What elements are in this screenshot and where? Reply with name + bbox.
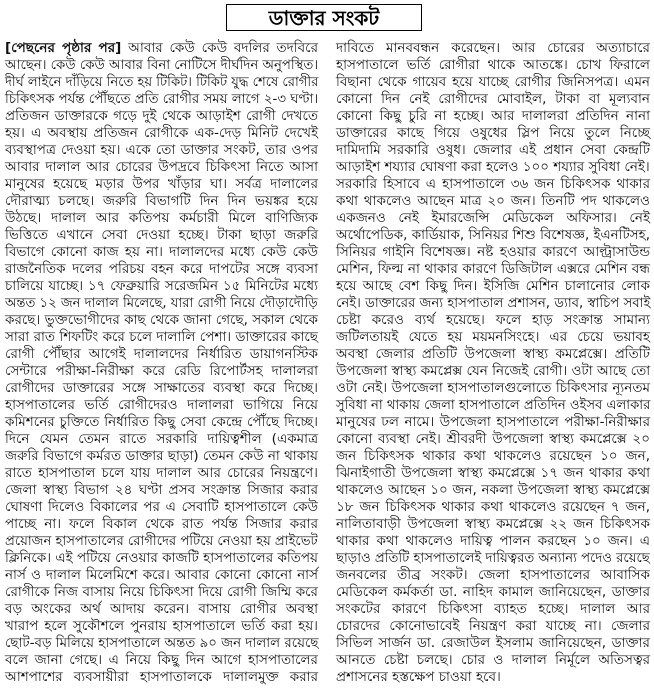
article-text-line: সিনিয়র গাইনি বিশেষজ্ঞ। নষ্ট হওয়ার কারণে আল্ট্রাসাউন্ড <box>336 244 650 260</box>
article-text-line: রোগীদের ডাক্তারের সঙ্গে সাক্ষাতের ব্যবস্থা করে দিচ্ছে। <box>5 380 318 396</box>
article-text-line: ভিত্তিতে এখানে সেবা দেওয়া হচ্ছে। টাকা ছাড়া জরুরি <box>5 227 318 243</box>
article-text-line: ওটা নেই। উপজেলা হাসপাতালগুলোতে চিকিৎসার ন্যূনতম <box>336 380 650 396</box>
article-text-line: কথা থাকলেও আছেন মাত্র ২০ জন। তিনটি পদ থাকলেও <box>336 193 650 209</box>
article-text-line: কমিশনের চুক্তিতে নির্ধারিত কিছু সেবা কেন্দ্রে পৌঁছে দিচ্ছে। <box>5 414 318 430</box>
article-text-line: বিছানা থেকে গায়েব হয়ে যাচ্ছে রোগীর জিনিসপত্র। এমন <box>336 74 650 90</box>
article-text-line: আবার দালাল আর চোরের উপদ্রবে চিকিৎসা নিতে আসা <box>5 159 318 175</box>
article-text-line: অবস্থা জেলার প্রতিটি উপজেলা স্বাস্থ্য কমপ্লেক্সে। প্রতিটি <box>336 346 650 362</box>
article-text-line: নেই। ডাক্তারের জন্য হাসপাতাল প্রশাসন, ড্যাব, স্বাচিপ সবাই <box>336 295 651 311</box>
article-text-line: বড় অংকের অর্থ আদায় করেন। বাসায় রোগীর অবস্থা <box>5 601 318 617</box>
article-text-line: অর্থোপেডিক, কার্ডিয়াক, সিনিয়র শিশু বিশেষজ্ঞ, ইএনটিসহ, <box>336 227 650 243</box>
article-text-line: থাকলেও আছেন ১০ জন, নকলা উপজেলা স্বাস্থ্য কমপ্লেক্সে <box>336 482 650 498</box>
article-text-line: চালিয়ে যাচ্ছে। ১৭ ফেব্রুয়ারি সরেজমিন ১৫ মিনিটের মধ্যে <box>5 278 318 294</box>
article-text-line: ডাক্তারের কাছে গিয়ে ওষুধের স্লিপ নিয়ে তুলে নিচ্ছে <box>336 125 650 141</box>
article-text-line: দামিদামি সরকারি ওষুধ। জেলার এই প্রধান সেবা কেন্দ্রটি <box>336 142 650 158</box>
article-text-line: কোনো ব্যবস্থা নেই। শ্রীবরদী উপজেলা স্বাস্থ্য কমপ্লেক্সে ২০ <box>336 431 650 447</box>
article-text-line: মেডিকেল কর্মকর্তা ডা. নাহিদ কামাল জানিয়েছেন, ডাক্তার <box>336 584 650 600</box>
article-text-line: সিভিল সার্জন ডা. রেজাউল ইসলাম জানিয়েছেন, ডাক্তার <box>336 635 650 651</box>
headline: ডাক্তার সংকট <box>268 5 380 30</box>
continued-from-label: [পেছনের পৃষ্ঠার পর] <box>5 40 122 56</box>
article-text-line: রাতে হাসপাতাল চলে যায় দালাল আর চোরের নিয়ন্ত্রণে। <box>5 465 318 481</box>
article-text-line: ১৮ জন চিকিৎসক থাকার কথা থাকলেও রয়েছেন ৭ জন, <box>336 499 650 515</box>
article-text-line: ঘোষণা দিলেও বিকালের পর এ সেবাটি হাসপাতালে কেউ <box>5 499 318 515</box>
right-column <box>336 40 650 686</box>
article-text-line: হয়। এ অবস্থায় প্রতিজন রোগীকে এক-দেড় মিনিট দেখেই <box>5 125 318 141</box>
article-text-line: ঝিনাইগাতী উপজেলা স্বাস্থ্য কমপ্লেক্সে ১৭ জন থাকার কথা <box>336 465 650 481</box>
article-text-line: দৌরাত্ম্য চলছে। জরুরি বিভাগটি দিন দিন ভয়ঙ্কর হয়ে <box>5 193 318 209</box>
article-text-line: পাচ্ছে না। ফলে বিকাল থেকে রাত পর্যন্ত সিজার করার <box>5 516 318 532</box>
article-text-line: আশপাশের ব্যবসায়ীরা হাসপাতালকে দালালমুক্ত করার <box>5 669 318 685</box>
article-text-line: ক্লিনিকে। এই পটিয়ে নেওয়ার কাজটি হাসপাতালের কতিপয় <box>5 550 318 566</box>
article-text-line: ছাড়াও প্রতিটি হাসপাতালেই দায়িত্বরত অন্যান্য পদেও রয়েছে <box>336 550 650 566</box>
article-text-line: হয়ে আছে বেশ কিছু দিন। ইসিজি মেশিন চালানোর লোক <box>336 278 650 294</box>
article-text-line: রোগীকে নিজ বাসায় নিয়ে চিকিৎসা দিয়ে রোগী জিম্মি করে <box>5 584 318 600</box>
article-text-line: সরকারি হিসাবে এ হাসপাতালে ৩৬ জন চিকিৎসক থাকার <box>336 176 650 192</box>
article-text-line: রোগী পৌঁছার আগেই দালালদের নির্ধারিত ডায়াগনস্টিক <box>5 346 318 362</box>
article-text-line: দাবিতে মানববন্ধন করেছেন। আর চোরের অত্যাচারে <box>336 40 650 56</box>
article-text-line: সংকটের কারণে চিকিৎসা ব্যাহত হচ্ছে। দালাল আর <box>336 601 650 617</box>
article-text-line: জেলা স্বাস্থ্য বিভাগ ২৪ ঘণ্টা প্রসব সংক্রান্ত সিজার করার <box>5 482 318 498</box>
article-text-line: মানুষের হয়েছে মড়ার উপর খাঁড়ার ঘা। সর্বত্র দালালের <box>5 176 318 192</box>
article-text-line: সেন্টারে পরীক্ষা-নিরীক্ষা করে রেডি রিপোর্টসহ দালালরা <box>5 363 318 379</box>
article-text-line: ছোট-বড় মিলিয়ে হাসপাতালে অন্তত ৯০ জন দালাল রয়েছে <box>5 635 319 651</box>
article-text-line: থাকার কথা থাকলেও দায়িত্ব পালন করছেন ১০ জন। এ <box>336 533 650 549</box>
article-text-line: করছে। ভুক্তভোগীদের কাছ থেকে জানা গেছে, সকাল থেকে <box>5 312 318 328</box>
article-text-line: প্রতিজন ডাক্তারকে গড়ে দুই থেকে আড়াইশ রোগী দেখতে <box>5 108 318 124</box>
left-column <box>5 40 318 686</box>
article-text-line: সারা রাত শিফটিং করে চলে দালালি পেশা। ডাক্তারের কাছে <box>5 329 318 345</box>
article-text-line: মানুষের ঢল নামে। উপজেলা হাসপাতালে পরীক্ষা-নিরীক্ষার <box>336 414 650 430</box>
article-text-line: চোরদের কোনোভাবেই নিয়ন্ত্রণ করা যাচ্ছে না। জেলার <box>336 618 650 634</box>
article-text-line: একজনও নেই ইমারজেন্সি মেডিকেল অফিসার। নেই <box>336 210 650 226</box>
article-text-line: খারাপ হলে সুকৌশলে পুনরায় হাসপাতালে ভর্তি করা হয়। <box>5 618 318 634</box>
article-text-line: জনবলের তীব্র সংকট। জেলা হাসপাতালের আবাসিক <box>336 567 650 583</box>
article-text-line: উপজেলা স্বাস্থ্য কমপ্লেক্স যেন নিজেই রোগী। ওটা আছে তো <box>336 363 651 379</box>
article-text-line: চেষ্টা করেও ব্যর্থ হয়েছে। ফলে হাড় সংক্রান্ত সামান্য <box>336 312 650 328</box>
article-text-line: প্রয়োজন হাসপাতালের রোগীদের পটিয়ে নেওয়া হয় প্রাইভেট <box>5 533 318 549</box>
article-text-line: কোনো কিছু চুরি না হচ্ছে। আর দালালরা প্রতিদিন নানা <box>336 108 650 124</box>
article-text-line: অন্তত ১২ জন দালাল মিলেছে, যারা রোগী নিয়ে দৌড়াদৌড়ি <box>5 295 318 311</box>
article-text: আবার কেউ কেউ বদলির তদবিরে <box>128 40 319 56</box>
article-text-line: উঠছে। দালাল আর কতিপয় কর্মচারী মিলে বাণিজ্যিক <box>5 210 318 226</box>
article-text-line: প্রশাসনের হস্তক্ষেপ চাওয়া হবে। <box>336 669 501 685</box>
article-text-line: ব্যবস্থাপত্র দেওয়া হয়। একে তো ডাক্তার সংকট, তার ওপর <box>5 142 318 158</box>
article-text-line: মেশিন, ফিল্ম না থাকার কারণে ডিজিটাল এক্সরে মেশিন বন্ধ <box>336 261 650 277</box>
article-text-line: আনতে চেষ্টা চলছে। চোর ও দালাল নির্মূলে অতিসত্বর <box>336 652 650 668</box>
article-text-line: দীর্ঘ লাইনে দাঁড়িয়ে নিতে হয় টিকিট। টিকিট যুদ্ধ শেষে রোগীর <box>5 74 319 90</box>
article-text-line: হাসপাতালের ভর্তি রোগীদেরও দালালরা ভাগিয়ে নিয়ে <box>5 397 318 413</box>
headline-box <box>226 4 422 31</box>
article-text-line: জন চিকিৎসক থাকার কথা থাকলেও রয়েছেন ১০ জন, <box>336 448 650 464</box>
article-text-line: বলে জানা গেছে। এ নিয়ে কিছু দিন আগে হাসপাতালের <box>5 652 318 668</box>
article-text-line: রাজনৈতিক দলের পরিচয় বহন করে দাপটের সঙ্গে ব্যবসা <box>5 261 318 277</box>
article-text-line: দিনে যেমন তেমন রাতে সরকারি দায়িত্বশীল (একমাত্র <box>5 431 318 447</box>
article-text-line: জরুরি বিভাগে কর্মরত ডাক্তার ছাড়া) তেমন কেউ না থাকায় <box>5 448 318 464</box>
article-text-line: সুবিধা না থাকায় জেলা হাসপাতালে প্রতিদিন ওইসব এলাকার <box>336 397 651 413</box>
article-text-line: নালিতাবাড়ী উপজেলা স্বাস্থ্য কমপ্লেক্সে ২২ জন চিকিৎসক <box>336 516 650 532</box>
article-text-line: আড়াইশ শয্যার ঘোষণা করা হলেও ১০০ শয্যার সুবিধা নেই। <box>336 159 650 175</box>
article-text-line: হাসপাতালে ভর্তি রোগীরা থাকে আতঙ্কে। চোখ ফিরালে <box>336 57 650 73</box>
article-text-line: নার্স ও দালাল মিলেমিশে করে। আবার কোনো কোনো নার্স <box>5 567 318 583</box>
article-text-line: কোনো দিন নেই রোগীদের মোবাইল, টাকা বা মূল্যবান <box>336 91 650 107</box>
article-text-line: বিভাগে কোনো কাজ হয় না। দালালদের মধ্যে কেউ কেউ <box>5 244 318 260</box>
article-text-line: চিকিৎসক পর্যন্ত পৌঁছতে প্রতি রোগীর সময় লাগে ২-৩ ঘণ্টা। <box>5 91 319 107</box>
article-text-line: আছেন। কেউ কেউ আবার বিনা নোটিসে দীর্ঘদিন অনুপস্থিত। <box>5 57 319 73</box>
article-text-line: জটিলতায়ই যেতে হয় ময়মনসিংহে। এর চেয়ে ভয়াবহ <box>336 329 650 345</box>
article-text-line <box>5 40 318 57</box>
